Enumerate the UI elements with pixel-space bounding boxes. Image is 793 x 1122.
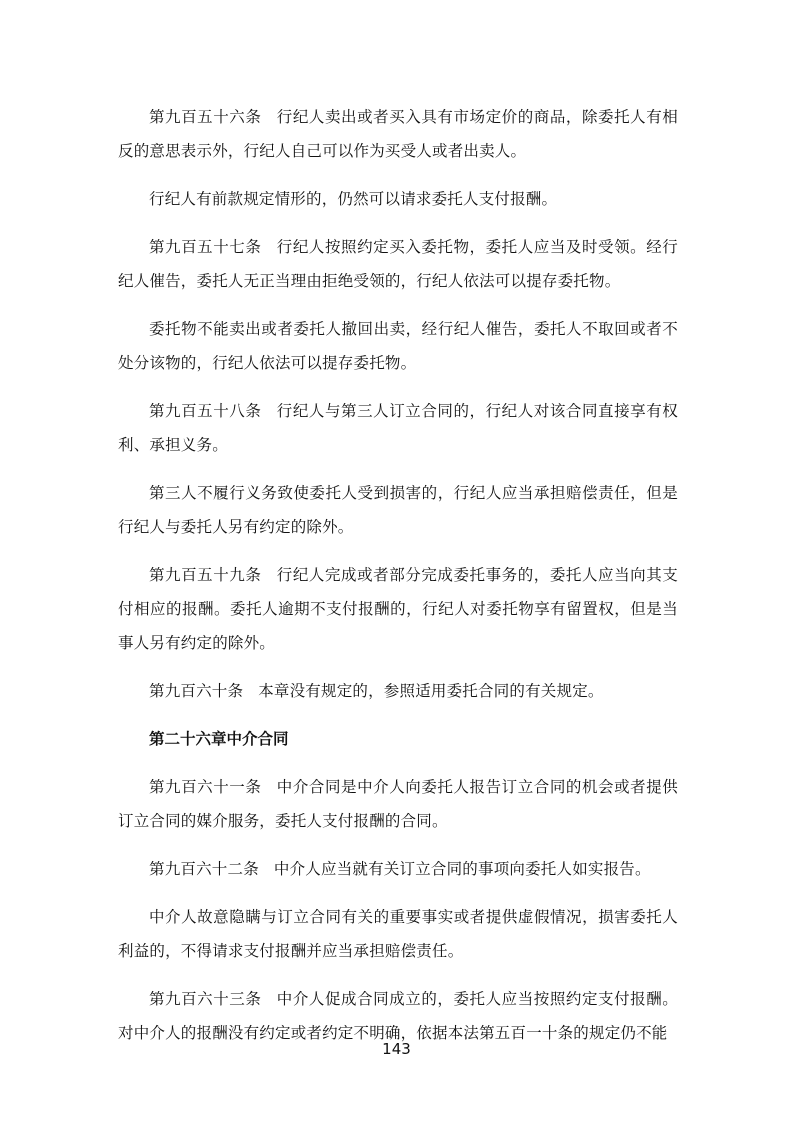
article-text: 中介人应当就有关订立合同的事项向委托人如实报告。: [273, 860, 651, 878]
article-959: [118, 558, 678, 660]
article-960: [118, 674, 678, 708]
article-text: 中介人促成合同成立的，委托人应当按照约定支付报酬。对中介人的报酬没有约定或者约定不明确，依据本法第五百一十条的规定仍不能: [118, 990, 678, 1042]
article-text: 本章没有规定的，参照适用委托合同的有关规定。: [258, 682, 604, 700]
article-957: [118, 230, 678, 298]
article-number: 第九百五十九条: [149, 566, 262, 584]
paragraph-957-2: [118, 312, 678, 380]
article-number: 第九百六十二条: [149, 860, 259, 878]
chapter-title: 中介合同: [226, 730, 289, 748]
paragraph-text: 委托物不能卖出或者委托人撤回出卖，经行纪人催告，委托人不取回或者不处分该物的，行纪人依法可以提存委托物。: [118, 320, 678, 372]
article-number: 第九百五十六条: [149, 108, 262, 126]
chapter-heading: [118, 722, 678, 756]
article-956: [118, 100, 678, 168]
chapter-number: 第二十六章: [149, 730, 227, 748]
document-body: [118, 100, 678, 1064]
article-number: 第九百五十七条: [149, 238, 262, 256]
article-number: 第九百六十一条: [149, 778, 262, 796]
paragraph-text: 第三人不履行义务致使委托人受到损害的，行纪人应当承担赔偿责任，但是行纪人与委托人另有约定的除外。: [118, 484, 678, 536]
paragraph-text: 中介人故意隐瞒与订立合同有关的重要事实或者提供虚假情况，损害委托人利益的，不得请求支付报酬并应当承担赔偿责任。: [118, 908, 678, 960]
article-number: 第九百五十八条: [149, 402, 262, 420]
article-number: 第九百六十条: [149, 682, 244, 700]
article-962: [118, 852, 678, 886]
article-958: [118, 394, 678, 462]
article-number: 第九百六十三条: [149, 990, 262, 1008]
paragraph-text: 行纪人有前款规定情形的，仍然可以请求委托人支付报酬。: [149, 190, 558, 208]
article-text: 中介合同是中介人向委托人报告订立合同的机会或者提供订立合同的媒介服务，委托人支付报酬的合同。: [118, 778, 678, 830]
article-text: 行纪人与第三人订立合同的，行纪人对该合同直接享有权利、承担义务。: [118, 402, 678, 454]
page-number: 143: [382, 1040, 411, 1058]
paragraph-958-2: [118, 476, 678, 544]
paragraph-956-2: [118, 182, 678, 216]
article-text: 行纪人按照约定买入委托物，委托人应当及时受领。经行纪人催告，委托人无正当理由拒绝受领的，行纪人依法可以提存委托物。: [118, 238, 678, 290]
paragraph-962-2: [118, 900, 678, 968]
article-text: 行纪人卖出或者买入具有市场定价的商品，除委托人有相反的意思表示外，行纪人自己可以作为买受人或者出卖人。: [118, 108, 678, 160]
article-961: [118, 770, 678, 838]
article-text: 行纪人完成或者部分完成委托事务的，委托人应当向其支付相应的报酬。委托人逾期不支付报酬的，行纪人对委托物享有留置权，但是当事人另有约定的除外。: [118, 566, 678, 652]
